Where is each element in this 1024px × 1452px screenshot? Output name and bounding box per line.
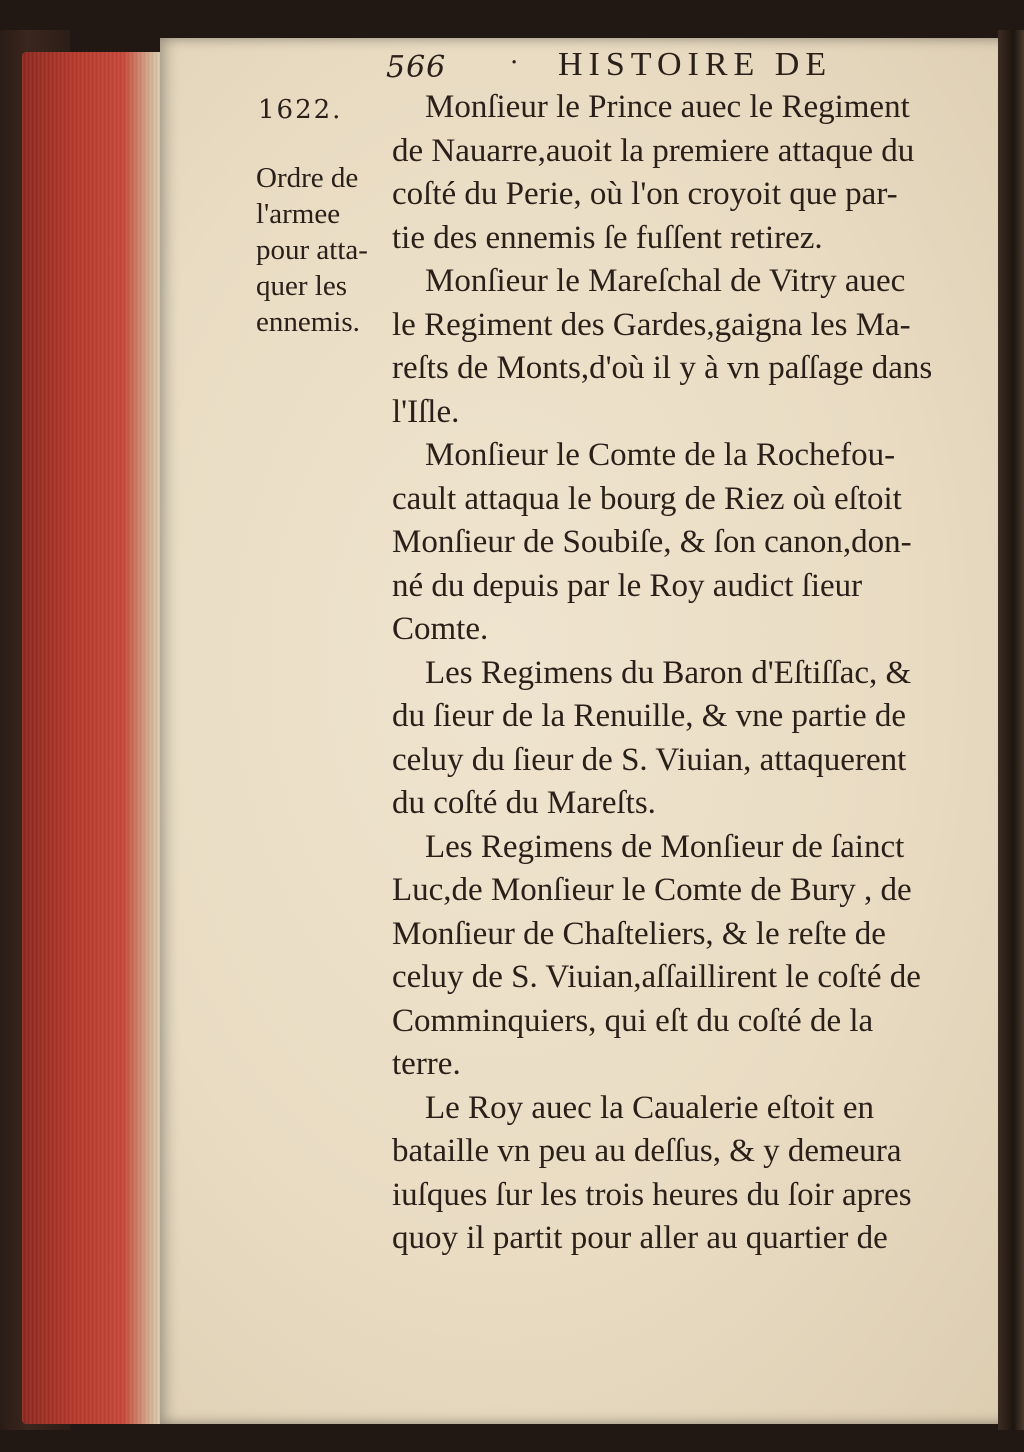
text-line: Les Regimens de Monſieur de ſainct [392, 828, 905, 865]
text-line: Monſieur de Chaſteliers, & le reſte de [392, 915, 886, 952]
text-line: Le Roy auec la Caualerie eſtoit en [392, 1089, 874, 1126]
text-line: Les Regimens du Baron d'Eſtiſſac, & [392, 654, 912, 691]
text-line: né du depuis par le Roy audict ſieur [392, 567, 863, 604]
binding-gutter [998, 30, 1024, 1430]
page-edges [22, 52, 167, 1424]
text-line: du ſieur de la Renuille, & vne partie de [392, 698, 907, 734]
text-line: Monſieur le Prince auec le Regiment [392, 89, 910, 125]
text-line: Monſieur le Mareſchal de Vitry auec [392, 263, 906, 299]
text-line: de Nauarre,auoit la premiere attaque du [392, 132, 915, 169]
text-line: tie des ennemis ſe fuſſent retirez. [392, 219, 823, 256]
text-line: Comminquiers, qui eſt du coſté de la [392, 1002, 874, 1039]
margin-note-line: l'armee [256, 198, 341, 230]
text-line: bataille vn peu au deſſus, & y demeura [392, 1133, 902, 1169]
margin-note [256, 160, 396, 340]
text-line: quoy il partit pour aller au quartier de [392, 1220, 888, 1256]
text-line: coſté du Perie, où l'on croyoit que par- [392, 176, 898, 212]
text-line: terre. [392, 1046, 461, 1082]
page-number: 566 [386, 50, 447, 85]
text-line: l'Iſle. [392, 393, 460, 430]
text-line: le Regiment des Gardes,gaigna les Ma- [392, 306, 911, 343]
text-line: iuſques ſur les trois heures du ſoir apres [392, 1176, 912, 1213]
text-line: cault attaqua le bourg de Riez où eſtoit [392, 480, 902, 517]
running-title: HISTOIRE DE [558, 46, 833, 83]
text-line: celuy du ſieur de S. Viuian, attaquerent [392, 741, 907, 778]
header-separator: · [510, 48, 519, 78]
text-line: du coſté du Mareſts. [392, 785, 656, 821]
text-line: Monſieur le Comte de la Rochefou- [392, 437, 896, 473]
margin-note-line: Ordre de [256, 162, 359, 194]
text-line: Luc,de Monſieur le Comte de Bury , de [392, 872, 912, 908]
text-line: reſts de Monts,d'où il y à vn paſſage dans [392, 350, 933, 386]
body-text [392, 86, 998, 1261]
margin-year: 1622. [258, 95, 343, 125]
margin-note-line: quer les [256, 270, 347, 302]
margin-note-line: pour atta- [256, 234, 368, 266]
text-line: celuy de S. Viuian,aſſaillirent le coſté de [392, 959, 921, 995]
text-line: Monſieur de Soubiſe, & ſon canon,don- [392, 524, 912, 560]
margin-note-line: ennemis. [256, 306, 360, 338]
text-line: Comte. [392, 611, 489, 647]
